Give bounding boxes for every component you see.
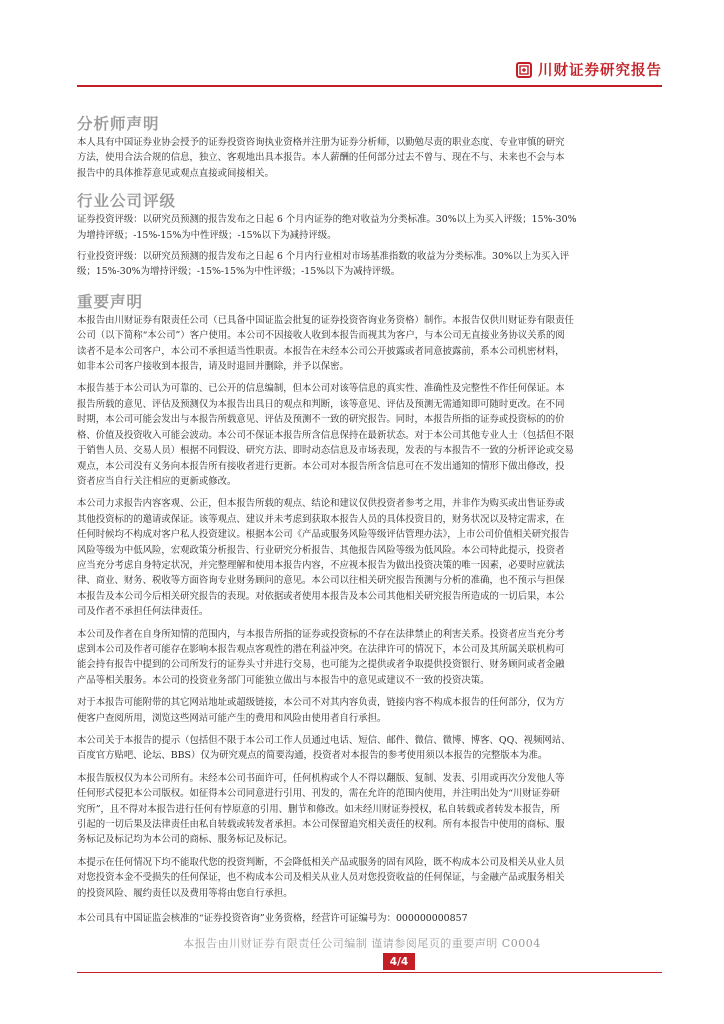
- footer-note: 本报告由川财证券有限责任公司编制 谨请参阅尾页的重要声明 C0004: [183, 937, 541, 950]
- paragraph: 本报告版权仅为本公司所有。未经本公司书面许可，任何机构或个人不得以翻版、复制、发表、引用或再次分发他人等 任何形式侵犯本公司版权。如征得本公司同意进行引用、刊发的，需在允许的范围内使用，并注明出处为“川财证券研 究所”，且不得对本报告进行任何有悖原意的引用、删节和修改。如未经川财证券授权，私自转载或者转发本报告，所 引起的一切后果及法律责任由私自转载或转发者承担。本公司保留追究相关责任的权利。所有本报告中使用的商标、服 务标记及标记均为本公司的商标、服务标记及标记。: [77, 772, 565, 846]
- page-header: [77, 53, 662, 87]
- paragraph: 本公司及作者在自身所知情的范围内，与本报告所指的证券或投资标的不存在法律禁止的利害关系。投资者应当充分考 虑到本公司及作者可能存在影响本报告观点客观性的潜在利益冲突。在法律许可的情况下，本公司及其所属关联机构可 能会持有报告中提到的公司所发行的证券头寸并进行交易，也可能为之提供或者争取提供投资银行、财务顾问或者金融 产品等相关服务。本公司的投资业务部门可能独立做出与本报告中的意见或建议不一致的投资决策。: [77, 628, 565, 686]
- header-divider: [77, 85, 662, 87]
- page-number: 4/4: [383, 953, 415, 970]
- brand-title: 川财证券研究报告: [538, 63, 662, 79]
- footer-divider: [77, 972, 662, 973]
- paragraph: 本提示在任何情况下均不能取代您的投资判断，不会降低相关产品或服务的固有风险，既不构成本公司及相关从业人员 对您投资本金不受损失的任何保证，也不构成本公司及相关从业人员对您投资收益的任何保证，与金融产品或服务相关 的投资风险、履约责任以及费用等将由您自行承担。: [77, 856, 565, 899]
- industry-rating-text: 行业投资评级：以研究员预测的报告发布之日起 6 个月内行业相对市场基准指数的收益为分类标准。30%以上为买入评 级；15%-30%为增持评级；-15%-15%为中性评级；-15%以下为减持评级。: [77, 251, 570, 278]
- license-statement: 本公司具有中国证监会核准的“证券投资咨询”业务资格，经营许可证编号为：000000000857: [77, 913, 468, 925]
- brand: [516, 59, 662, 80]
- analyst-statement: 本人具有中国证券业协会授予的证券投资咨询执业资格并注册为证券分析师，以勤勉尽责的职业态度、专业审慎的研究 方法，使用合法合规的信息，独立、客观地出具本报告。本人薪酬的任何部分过去不曾与、现在不与、未来也不会与本 报告中的具体推荐意见或观点直接或间接相关。: [77, 137, 565, 179]
- paragraph: 本公司关于本报告的提示（包括但不限于本公司工作人员通过电话、短信、邮件、微信、微博、博客、QQ、视频网站、 百度官方贴吧、论坛、BBS）仅为研究观点的简要沟通，投资者对本报告的参考使用须以本报告的完整版本为准。: [77, 735, 571, 762]
- document-body: [77, 112, 660, 926]
- paragraph: 对于本报告可能附带的其它网站地址或超级链接，本公司不对其内容负责，链接内容不构成本报告的任何部分，仅为方 便客户查阅所用，浏览这些网站可能产生的费用和风险由使用者自行承担。: [77, 697, 565, 724]
- paragraph: 本报告基于本公司认为可靠的、已公开的信息编制，但本公司对该等信息的真实性、准确性及完整性不作任何保证。本 报告所载的意见、评估及预测仅为本报告出具日的观点和判断，该等意见、评估及预测无需通知即可随时更改。在不同 时期，本公司可能会发出与本报告所载意见、评估及预测不一致的研究报告。同时，本报告所指的证券或投资标的的价 格、价值及投资收入可能会波动。本公司不保证本报告所含信息保持在最新状态。对于本公司其他专业人士（包括但不限 于销售人员、交易人员）根据不同假设、研究方法、即时动态信息及市场表现，发表的与本报告不一致的分析评论或交易 观点，本公司没有义务向本报告所有接收者进行更新。本公司对本报告所含信息可在不发出通知的情形下做出修改，投 资者应当自行关注相应的更新或修改。: [77, 383, 574, 487]
- paragraph: 本报告由川财证券有限责任公司（已具备中国证监会批复的证券投资咨询业务资格）制作。本报告仅供川财证券有限责任 公司（以下简称“本公司”）客户使用。本公司不因接收人收到本报告而视其为客户，与本公司无直接业务协议关系的阅 读者不是本公司客户，本公司不承担适当性职责。本报告在未经本公司公开披露或者同意披露前，系本公司机密材料， 如非本公司客户接收到本报告，请及时退回并删除，并予以保密。: [77, 314, 574, 373]
- stock-rating-text: 证券投资评级：以研究员预测的报告发布之日起 6 个月内证券的绝对收益为分类标准。30%以上为买入评级；15%-30% 为增持评级；-15%-15%为中性评级；-15%以下为减持评级。: [77, 214, 577, 241]
- paragraph: 本公司力求报告内容客观、公正，但本报告所载的观点、结论和建议仅供投资者参考之用，并非作为购买或出售证券或 其他投资标的的邀请或保证。该等观点、建议并未考虑到获取本报告人员的具体投资目的，财务状况以及特定需求，在 任何时候均不构成对客户私人投资建议。根据本公司《产品或服务风险等级评估管理办法》，上市公司价值相关研究报告 风险等级为中低风险，宏观政策分析报告、行业研究分析报告、其他报告风险等级为低风险。本公司特此提示，投资者 应当充分考虑自身特定状况，并完整理解和使用本报告内容，不应视本报告为做出投资决策的唯一因素，必要时应就法 律、商业、财务、税收等方面咨询专业财务顾问的意见。本公司以往相关研究报告预测与分析的准确，也不预示与担保 本报告及本公司今后相关研究报告的表现。对依据或者使用本报告及本公司其他相关研究报告所造成的一切后果，本公 司及作者不承担任何法律责任。: [77, 498, 570, 618]
- section-title-important: 重要声明: [77, 292, 144, 311]
- section-title-analyst: 分析师声明: [77, 115, 160, 133]
- section-title-rating: 行业公司评级: [77, 192, 177, 211]
- chuancai-logo-icon: [516, 62, 532, 78]
